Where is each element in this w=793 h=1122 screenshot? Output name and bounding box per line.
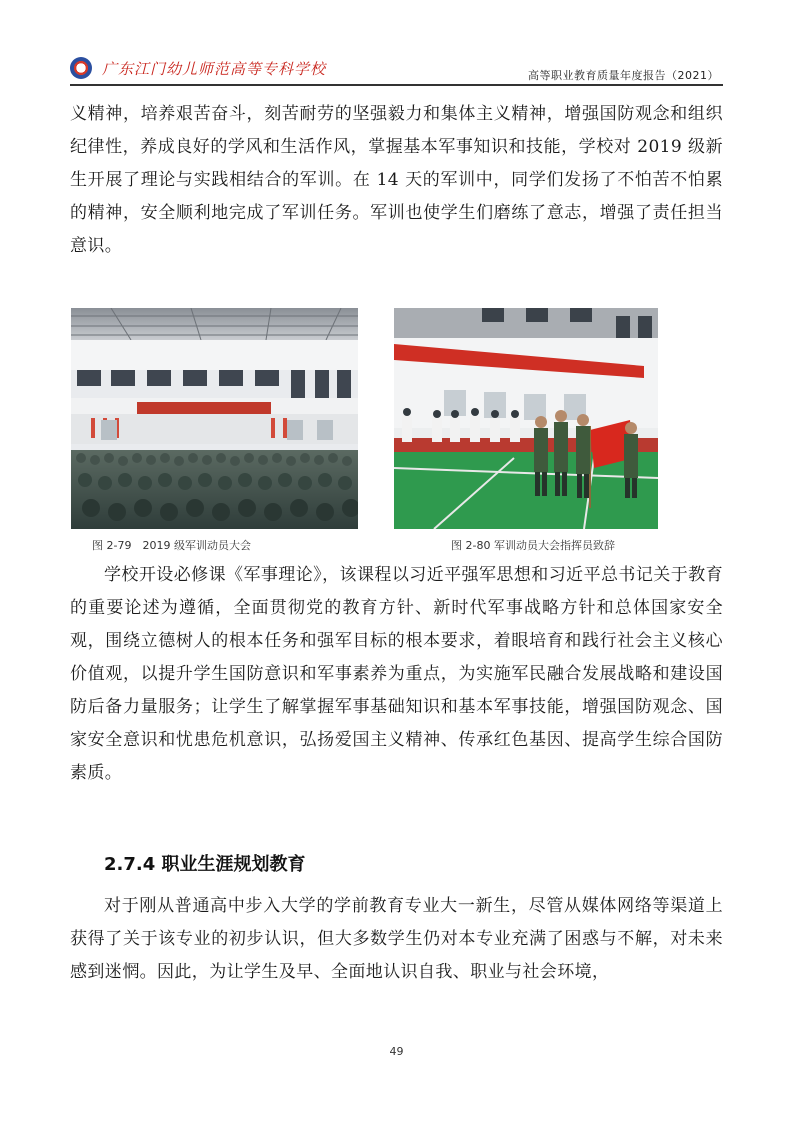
- body-paragraph: 对于刚从普通高中步入大学的学前教育专业大一新生，尽管从媒体网络等渠道上获得了关于该专业的初步认识，但大多数学生仍对本专业充满了困惑与不解，对未来感到迷惘。因此，为让学生及早、全面地认识自我、职业与社会环境，: [70, 896, 723, 982]
- photo-commander-speech: [394, 308, 658, 529]
- school-name: 广东江门幼儿师范高等专科学校: [102, 60, 327, 78]
- page-number: 49: [389, 1045, 404, 1058]
- page-header: [70, 50, 723, 86]
- photo-mobilization-assembly: [71, 308, 358, 529]
- body-paragraph: 学校开设必修课《军事理论》，该课程以习近平强军思想和习近平总书记关于教育的重要论述为遵循，全面贯彻党的教育方针、新时代军事战略方针和总体国家安全观，围绕立德树人的根本任务和强军目标的根本要求，着眼培育和践行社会主义核心价值观，以提升学生国防意识和军事素养为重点，为实施军民融合发展战略和建设国防后备力量服务；让学生了解掌握军事基础知识和基本军事技能，增强国防观念、国家安全意识和忧患危机意识，弘扬爱国主义精神、传承红色基因、提高学生综合国防素质。: [70, 565, 723, 783]
- school-logo-icon: [70, 57, 92, 79]
- figure-caption: 图 2-79 2019 级军训动员大会: [92, 539, 251, 552]
- figure-caption: 图 2-80 军训动员大会指挥员致辞: [451, 539, 615, 552]
- header-divider: [70, 84, 723, 86]
- body-paragraph: 义精神，培养艰苦奋斗，刻苦耐劳的坚强毅力和集体主义精神，增强国防观念和组织纪律性，养成良好的学风和生活作风，掌握基本军事知识和技能，学校对 2019 级新生开展了理论与实践相结合的军训。在 14 天的军训中，同学们发扬了不怕苦不怕累的精神，安全顺利地完成了军训任务。军训也使学生们磨练了意志，增强了责任担当意识。: [70, 104, 723, 256]
- report-title: 高等职业教育质量年度报告（2021）: [528, 69, 719, 82]
- section-heading: 2.7.4 职业生涯规划教育: [104, 854, 306, 875]
